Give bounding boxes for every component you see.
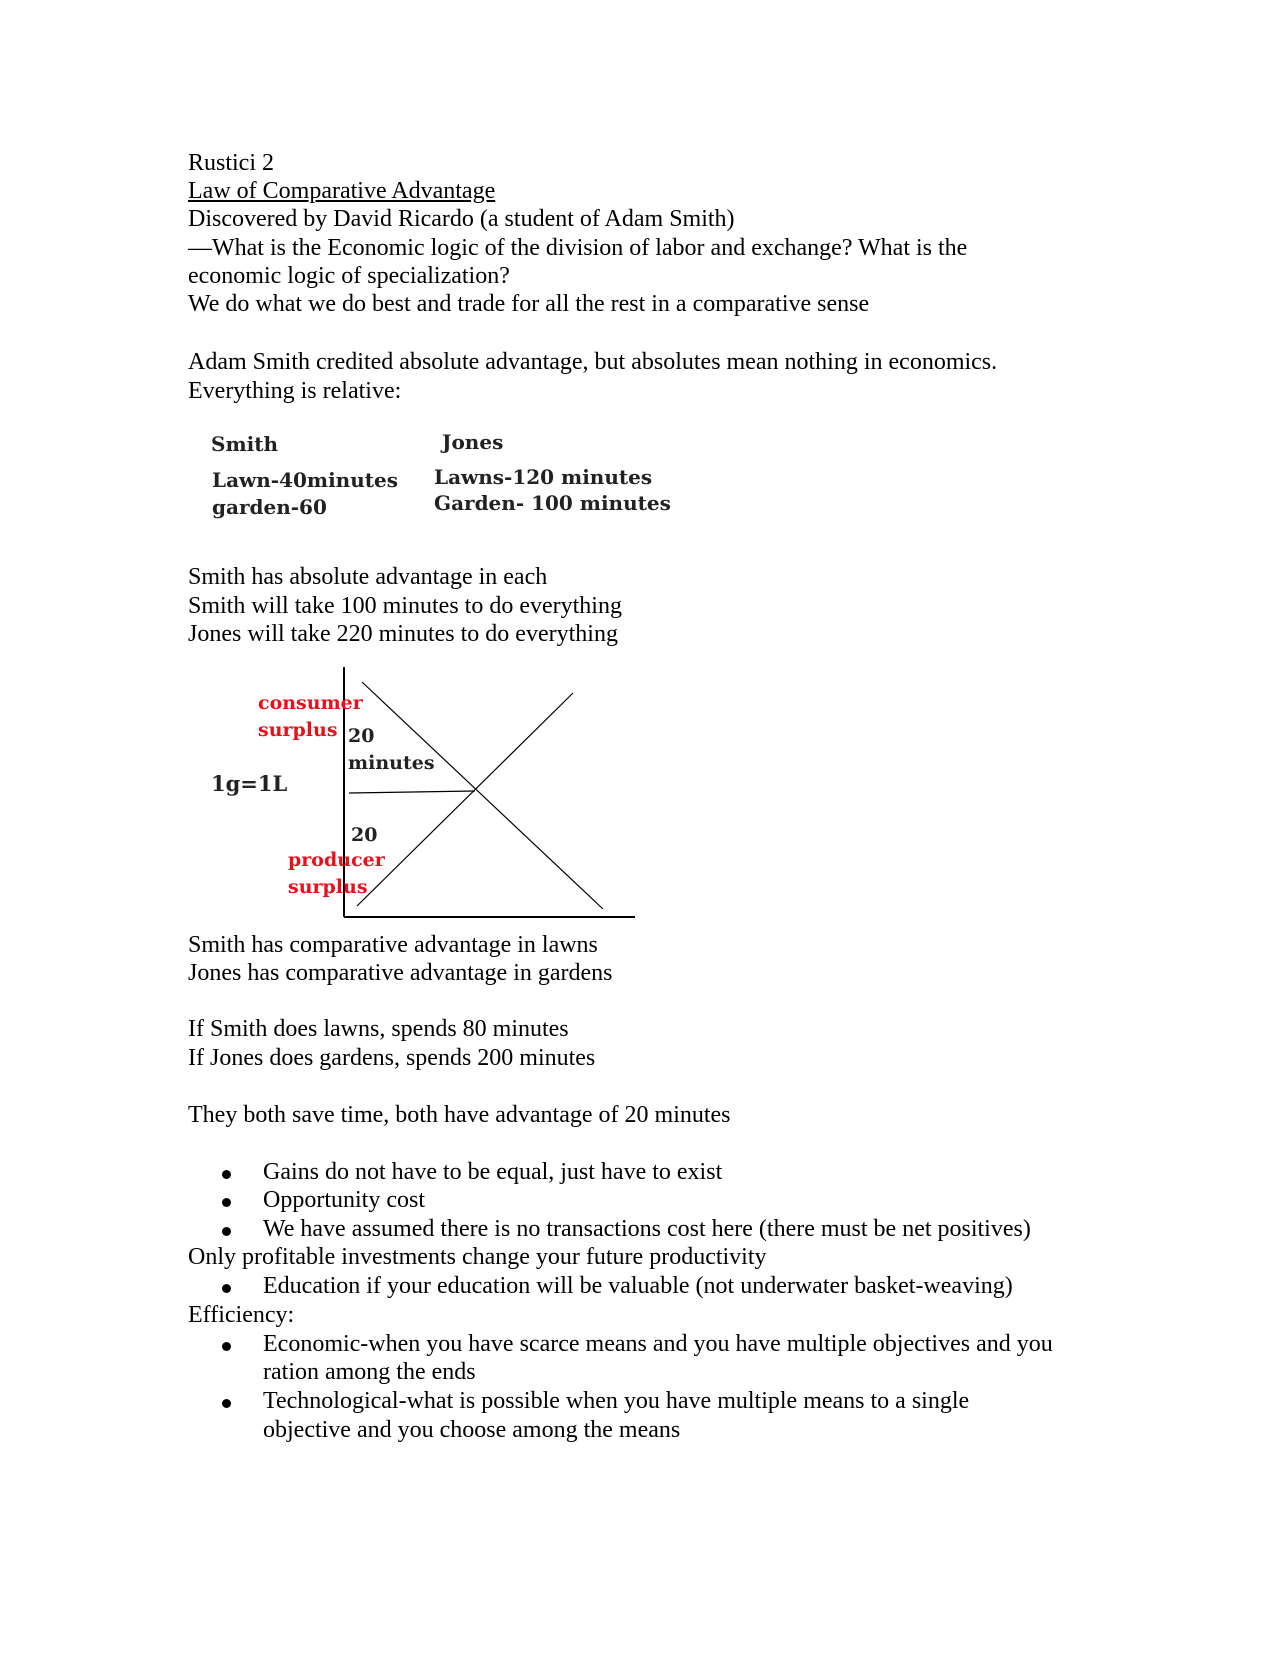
list-item: We have assumed there is no transactions cost here (there must be net positives) [263,1216,1031,1242]
list-item-continuation: objective and you choose among the means [263,1417,681,1443]
result-line: Jones will take 220 minutes to do everything [188,621,618,647]
demand-line [362,682,603,909]
save-line: They both save time, both have advantage of 20 minutes [188,1102,731,1128]
ratio-label: 1g=1L [211,771,288,796]
spend-line: If Smith does lawns, spends 80 minutes [188,1016,569,1042]
consumer-surplus-label: surplus [258,719,338,741]
result-line: Smith will take 100 minutes to do everything [188,593,622,619]
spend-line: If Jones does gardens, spends 200 minutes [188,1045,596,1071]
table-jones-garden: Garden- 100 minutes [434,491,671,515]
comparative-line: Smith has comparative advantage in lawns [188,932,598,958]
table-jones-lawn: Lawns-120 minutes [434,465,653,489]
table-smith-garden: garden-60 [212,495,327,519]
bullet-icon [222,1198,231,1207]
list-item: Education if your education will be valuable (not underwater basket-weaving) [263,1273,1013,1299]
page-header: Rustici 2 [188,150,275,176]
investments-line: Only profitable investments change your future productivity [188,1244,767,1270]
absolute-paragraph: Everything is relative: [188,378,402,404]
price-line [349,791,475,793]
result-line: Smith has absolute advantage in each [188,564,548,590]
intro-line: Discovered by David Ricardo (a student of Adam Smith) [188,206,735,232]
list-item: Opportunity cost [263,1187,425,1213]
bullet-icon [222,1342,231,1351]
table-smith-name: Smith [211,432,278,456]
list-item-continuation: ration among the ends [263,1359,476,1385]
list-item: Technological-what is possible when you have multiple means to a single [263,1388,970,1414]
table-smith-lawn: Lawn-40minutes [212,468,398,492]
top-value-label: 20 [348,725,375,747]
producer-surplus-label: surplus [288,876,368,898]
page-title: Law of Comparative Advantage [188,178,496,204]
top-unit-label: minutes [348,752,435,774]
bullet-icon [222,1399,231,1408]
efficiency-heading: Efficiency: [188,1302,295,1328]
comparative-line: Jones has comparative advantage in gardens [188,960,613,986]
producer-label: producer [288,849,385,871]
list-item: Economic-when you have scarce means and you have multiple objectives and you [263,1331,1053,1357]
table-jones-name: Jones [442,430,504,454]
intro-line: economic logic of specialization? [188,263,510,289]
list-item: Gains do not have to be equal, just have to exist [263,1159,723,1185]
absolute-paragraph: Adam Smith credited absolute advantage, but absolutes mean nothing in economics. [188,349,998,375]
bottom-value-label: 20 [351,824,378,846]
consumer-label: consumer [258,692,363,714]
intro-line: We do what we do best and trade for all the rest in a comparative sense [188,291,870,317]
intro-line: —What is the Economic logic of the division of labor and exchange? What is the [188,235,968,261]
bullet-icon [222,1284,231,1293]
bullet-icon [222,1170,231,1179]
bullet-icon [222,1227,231,1236]
supply-line [357,693,573,906]
